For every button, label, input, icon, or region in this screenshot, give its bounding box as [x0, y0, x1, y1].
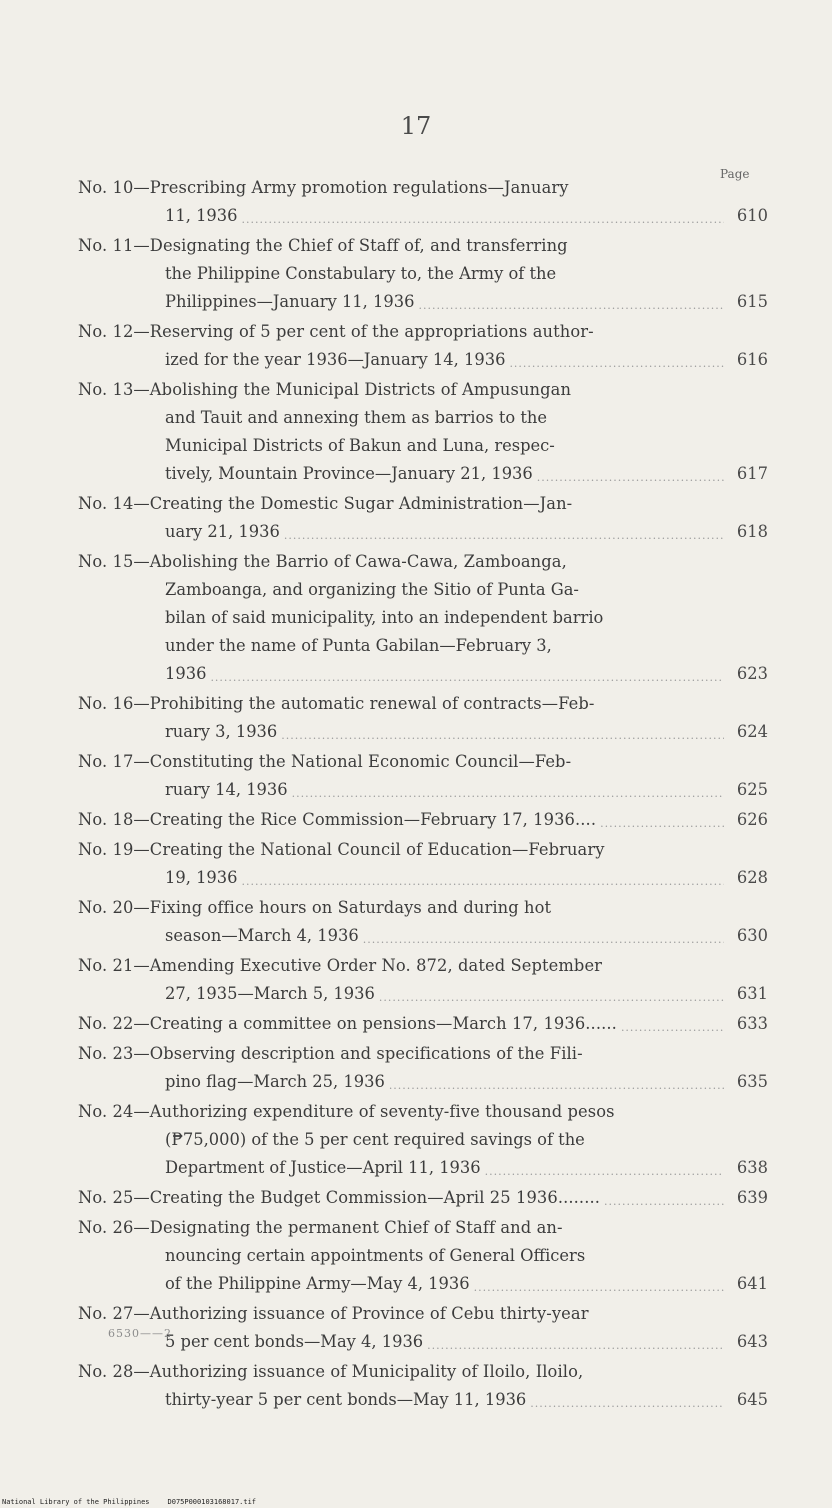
toc-line: [78, 288, 768, 316]
dot-leader: [485, 1162, 724, 1182]
dot-leader: [281, 726, 724, 746]
dot-leader: [427, 1336, 724, 1356]
toc-page-number: 615: [736, 292, 768, 311]
dot-leader: [537, 468, 724, 488]
toc-line: [78, 432, 768, 460]
dot-leader: [389, 1076, 724, 1096]
dot-leader: [242, 872, 724, 892]
toc-entry: [78, 232, 768, 316]
toc-entry: [78, 490, 768, 546]
toc-line: [78, 1214, 768, 1242]
toc-line: [78, 548, 768, 576]
toc-page-number: 617: [736, 464, 768, 483]
toc-line-text: (₱75,000) of the 5 per cent required savings of the: [165, 1130, 585, 1149]
toc-line-text: No. 11—Designating the Chief of Staff of, and transferring: [78, 236, 568, 255]
toc-line-text: the Philippine Constabulary to, the Army of the: [165, 264, 557, 283]
toc-line-text: ruary 14, 1936: [165, 780, 288, 799]
toc-page-number: 635: [736, 1072, 768, 1091]
dot-leader: [242, 210, 724, 230]
toc-line-text: of the Philippine Army—May 4, 1936: [165, 1274, 470, 1293]
toc-entry: [78, 1010, 768, 1038]
toc-line: [78, 202, 768, 230]
toc-entry: [78, 548, 768, 688]
toc-line: [78, 576, 768, 604]
dot-leader: [210, 668, 724, 688]
toc-line-text: thirty-year 5 per cent bonds—May 11, 1936: [165, 1390, 527, 1409]
toc-line: [78, 1358, 768, 1386]
toc-line: [78, 232, 768, 260]
toc-line: [78, 518, 768, 546]
toc-line: [78, 1040, 768, 1068]
dot-leader: [509, 354, 724, 374]
toc-line: [78, 1386, 768, 1414]
toc-page-number: 631: [736, 984, 768, 1003]
toc-line-text: under the name of Punta Gabilan—February 3,: [165, 636, 552, 655]
toc-line: [78, 718, 768, 746]
toc-line: [78, 748, 768, 776]
toc-line: [78, 1270, 768, 1298]
toc-line-text: No. 25—Creating the Budget Commission—April 25 1936........: [78, 1188, 601, 1207]
credit-file: D075P000103168017.tif: [167, 1498, 257, 1506]
toc-line: [78, 1010, 768, 1038]
toc-line-text: Philippines—January 11, 1936: [165, 292, 415, 311]
toc-line: [78, 952, 768, 980]
toc-page-number: 643: [736, 1332, 768, 1351]
toc-line: [78, 1300, 768, 1328]
toc-page-number: 624: [736, 722, 768, 741]
toc-line: [78, 1126, 768, 1154]
toc-line-text: No. 12—Reserving of 5 per cent of the appropriations author-: [78, 322, 594, 341]
toc-line-text: No. 14—Creating the Domestic Sugar Administration—Jan-: [78, 494, 573, 513]
toc-line-text: No. 18—Creating the Rice Commission—February 17, 1936....: [78, 810, 597, 829]
toc-entry: [78, 690, 768, 746]
toc-line: [78, 376, 768, 404]
toc-entry: [78, 1358, 768, 1414]
toc-entry: [78, 806, 768, 834]
toc-line-text: No. 23—Observing description and specifications of the Fili-: [78, 1044, 583, 1063]
toc-entry: [78, 1214, 768, 1298]
toc-line: [78, 864, 768, 892]
toc-entry: [78, 1098, 768, 1182]
toc-line-text: ized for the year 1936—January 14, 1936: [165, 350, 506, 369]
credit-library: National Library of the Philippines: [2, 1498, 150, 1506]
toc-line: [78, 980, 768, 1008]
dot-leader: [530, 1394, 724, 1414]
toc-line: [78, 1328, 768, 1356]
toc-entry: [78, 952, 768, 1008]
toc-line-text: 1936: [165, 664, 207, 683]
toc-entry: [78, 748, 768, 804]
toc-line-text: 11, 1936: [165, 206, 238, 225]
dot-leader: [418, 296, 724, 316]
dot-leader: [284, 526, 724, 546]
toc-line: [78, 1068, 768, 1096]
toc-page-number: 645: [736, 1390, 768, 1409]
toc-line-text: No. 19—Creating the National Council of Education—February: [78, 840, 605, 859]
table-of-contents: [78, 174, 768, 1416]
toc-line: [78, 1184, 768, 1212]
toc-line-text: nouncing certain appointments of General Officers: [165, 1246, 586, 1265]
toc-line-text: No. 15—Abolishing the Barrio of Cawa-Cawa, Zamboanga,: [78, 552, 567, 571]
toc-line: [78, 1242, 768, 1270]
toc-line-text: Zamboanga, and organizing the Sitio of Punta Ga-: [165, 580, 579, 599]
toc-line-text: No. 22—Creating a committee on pensions—March 17, 1936......: [78, 1014, 617, 1033]
toc-line-text: Department of Justice—April 11, 1936: [165, 1158, 481, 1177]
signature-mark: 6530——2: [108, 1327, 172, 1340]
toc-page-number: 641: [736, 1274, 768, 1293]
toc-entry: [78, 836, 768, 892]
toc-line: [78, 894, 768, 922]
toc-line-text: season—March 4, 1936: [165, 926, 359, 945]
toc-line: [78, 460, 768, 488]
page-column-label: Page: [720, 167, 750, 181]
toc-line-text: and Tauit and annexing them as barrios to the: [165, 408, 548, 427]
toc-page-number: 616: [736, 350, 768, 369]
toc-line: [78, 660, 768, 688]
toc-line-text: No. 10—Prescribing Army promotion regulations—January: [78, 178, 569, 197]
toc-line-text: 19, 1936: [165, 868, 238, 887]
toc-line: [78, 1154, 768, 1182]
toc-line-text: No. 26—Designating the permanent Chief of Staff and an-: [78, 1218, 563, 1237]
toc-line-text: No. 27—Authorizing issuance of Province of Cebu thirty-year: [78, 1304, 589, 1323]
toc-page-number: 638: [736, 1158, 768, 1177]
scan-credit: [2, 1498, 256, 1506]
toc-line-text: 5 per cent bonds—May 4, 1936: [165, 1332, 424, 1351]
toc-line-text: ruary 3, 1936: [165, 722, 278, 741]
toc-line: [78, 836, 768, 864]
toc-line: [78, 318, 768, 346]
toc-line-text: bilan of said municipality, into an independent barrio: [165, 608, 604, 627]
toc-line: [78, 174, 768, 202]
dot-leader: [292, 784, 724, 804]
toc-line: [78, 922, 768, 950]
page-number: 17: [400, 112, 432, 140]
toc-line-text: pino flag—March 25, 1936: [165, 1072, 385, 1091]
dot-leader: [604, 1192, 724, 1212]
toc-page-number: 625: [736, 780, 768, 799]
toc-page-number: 633: [736, 1014, 768, 1033]
toc-line: [78, 260, 768, 288]
toc-line: [78, 690, 768, 718]
toc-page-number: 628: [736, 868, 768, 887]
dot-leader: [363, 930, 724, 950]
dot-leader: [379, 988, 724, 1008]
toc-line-text: tively, Mountain Province—January 21, 1936: [165, 464, 533, 483]
toc-line: [78, 604, 768, 632]
toc-line: [78, 806, 768, 834]
toc-line-text: No. 21—Amending Executive Order No. 872, dated September: [78, 956, 603, 975]
toc-line: [78, 346, 768, 374]
toc-line: [78, 632, 768, 660]
toc-entry: [78, 1184, 768, 1212]
toc-entry: [78, 174, 768, 230]
toc-line-text: No. 16—Prohibiting the automatic renewal of contracts—Feb-: [78, 694, 595, 713]
toc-line: [78, 404, 768, 432]
toc-entry: [78, 1040, 768, 1096]
toc-page-number: 610: [736, 206, 768, 225]
toc-entry: [78, 376, 768, 488]
toc-line: [78, 1098, 768, 1126]
toc-page-number: 626: [736, 810, 768, 829]
toc-line-text: No. 13—Abolishing the Municipal Districts of Ampusungan: [78, 380, 572, 399]
toc-line-text: uary 21, 1936: [165, 522, 280, 541]
toc-line: [78, 490, 768, 518]
dot-leader: [621, 1018, 724, 1038]
toc-page-number: 618: [736, 522, 768, 541]
toc-line-text: 27, 1935—March 5, 1936: [165, 984, 375, 1003]
toc-page-number: 639: [736, 1188, 768, 1207]
toc-entry: [78, 894, 768, 950]
toc-line-text: Municipal Districts of Bakun and Luna, respec-: [165, 436, 555, 455]
toc-line-text: No. 28—Authorizing issuance of Municipality of Iloilo, Iloilo,: [78, 1362, 584, 1381]
toc-page-number: 623: [736, 664, 768, 683]
toc-line-text: No. 20—Fixing office hours on Saturdays and during hot: [78, 898, 552, 917]
toc-page-number: 630: [736, 926, 768, 945]
toc-line: [78, 776, 768, 804]
toc-entry: [78, 1300, 768, 1356]
dot-leader: [600, 814, 724, 834]
toc-entry: [78, 318, 768, 374]
toc-line-text: No. 24—Authorizing expenditure of seventy-five thousand pesos: [78, 1102, 615, 1121]
dot-leader: [474, 1278, 724, 1298]
toc-line-text: No. 17—Constituting the National Economic Council—Feb-: [78, 752, 572, 771]
